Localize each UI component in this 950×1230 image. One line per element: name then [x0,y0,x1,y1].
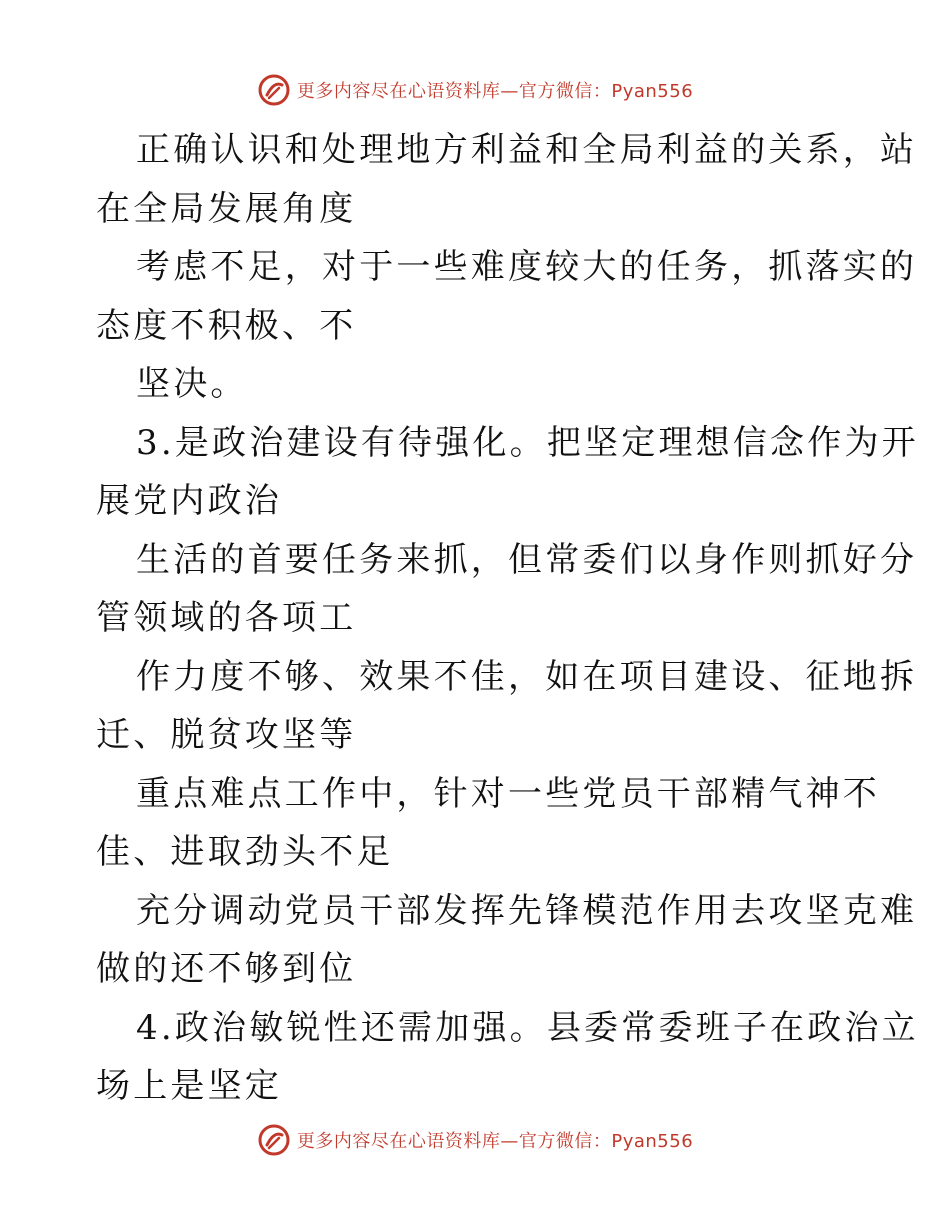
text-line: 充分调动党员干部发挥先锋模范作用去攻坚克难 [136,890,918,931]
brush-seal-logo-icon [257,73,291,107]
text-line: 3.是政治建设有待强化。把坚定理想信念作为开 [136,422,919,463]
header-watermark [0,70,950,110]
text-line: 场上是坚定 [96,1066,282,1106]
text-line: 考虑不足，对于一些难度较大的任务，抓落实的 [136,247,918,287]
footer-watermark-text: 更多内容尽在心语资料库—官方微信：Pyan556 [296,1131,694,1152]
document-body [96,121,919,1116]
text-line: 迁、脱贫攻坚等 [96,715,357,755]
text-line: 生活的首要任务来抓，但常委们以身作则抓好分 [136,539,918,580]
header-watermark-text: 更多内容尽在心语资料库—官方微信：Pyan556 [296,81,694,102]
text-line: 态度不积极、不 [96,305,357,346]
text-line: 做的还不够到位 [96,949,357,989]
text-line: 坚决。 [136,364,248,404]
text-line: 作力度不够、效果不佳，如在项目建设、征地拆 [136,656,918,697]
text-line: 重点难点工作中，针对一些党员干部精气神不 [136,773,880,814]
text-line: 正确认识和处理地方利益和全局利益的关系，站 [136,130,918,170]
text-line: 佳、进取劲头不足 [96,832,394,872]
text-line: 展党内政治 [96,481,282,521]
brush-seal-logo-icon [257,1123,291,1157]
text-line: 在全局发展角度 [96,188,357,229]
footer-watermark [0,1120,950,1160]
text-line: 4.政治敏锐性还需加强。县委常委班子在政治立 [136,1007,919,1048]
text-line: 管领域的各项工 [96,598,357,638]
